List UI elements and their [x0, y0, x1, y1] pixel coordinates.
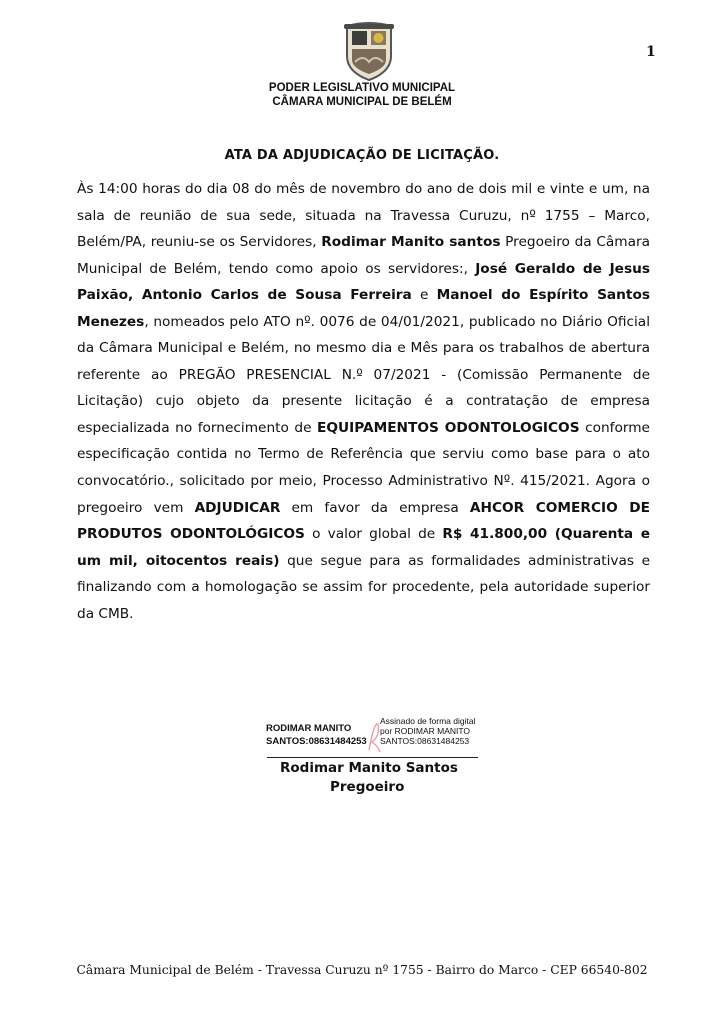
document-title: ATA DA ADJUDICAÇÃO DE LICITAÇÃO. — [224, 148, 500, 163]
signature-right-line-3: SANTOS:08631484253 — [380, 736, 470, 746]
signer-role: Pregoeiro — [330, 779, 405, 795]
signature-left — [266, 722, 367, 748]
signature-right — [380, 716, 475, 746]
institution-header — [0, 81, 724, 109]
body-text-8: que segue para as formalidades administrativas e finalizando com a homologação se assim for procedente, pela autoridade superior da CMB. — [77, 552, 650, 622]
signer-name: Rodimar Manito Santos — [280, 760, 458, 776]
coat-of-arms-icon — [341, 22, 397, 82]
body-bold-1: Rodimar Manito santos — [321, 234, 501, 251]
body-bold-5: ADJUDICAR — [194, 499, 281, 516]
signature-left-line-2: SANTOS:08631484253 — [266, 736, 367, 747]
signature-right-line-2: por RODIMAR MANITO — [380, 726, 471, 736]
body-bold-3: Manoel do Espírito Santos Menezes — [77, 287, 650, 330]
body-text-3: e — [411, 287, 437, 304]
signature-left-line-1: RODIMAR MANITO — [266, 723, 352, 734]
page-footer: Câmara Municipal de Belém - Travessa Curuzu nº 1755 - Bairro do Marco - CEP 66540-802 — [76, 963, 648, 977]
body-bold-7: R$ 41.800,00 (Quarenta e um mil, oitocentos reais) — [77, 526, 651, 569]
body-text-4: , nomeados pelo ATO nº. 0076 de 04/01/2021, publicado no Diário Oficial da Câmara Municipal e Belém, no mesmo dia e Mês para os trabalhos de abertura referente ao PREGÃO PRESENCIAL N.º 07/2021 - (Comissão Permanente de Licitação) cujo objeto da presente licitação é a contratação de empresa especializada no fornecimento de — [77, 313, 650, 436]
body-text-7: o valor global de — [304, 526, 443, 543]
digital-signature-stamp — [266, 716, 526, 754]
body-text-5: conforme especificação contida no Termo de Referência que serviu como base para o ato convocatório., solicitado por meio, Processo Administrativo Nº. 415/2021. Agora o pregoeiro vem — [77, 419, 650, 516]
body-text-1: Às 14:00 horas do dia 08 do mês de novembro do ano de dois mil e vinte e um, na sala de reunião de sua sede, situada na Travessa Curuzu, nº 1755 – Marco, Belém/PA, reuniu-se os Servidores, — [77, 181, 650, 251]
body-bold-4: EQUIPAMENTOS ODONTOLOGICOS — [317, 419, 580, 436]
header-line-1: PODER LEGISLATIVO MUNICIPAL — [268, 82, 456, 94]
signature-right-line-1: Assinado de forma digital — [380, 716, 476, 726]
header-line-2: CÂMARA MUNICIPAL DE BELÉM — [272, 96, 452, 108]
body-paragraph — [77, 176, 650, 627]
body-text-2: Pregoeiro da Câmara Municipal de Belém, tendo como apoio os servidores:, — [77, 234, 650, 277]
body-bold-6: AHCOR COMERCIO DE PRODUTOS ODONTOLÓGICOS — [77, 499, 650, 543]
body-text-6: em favor da empresa — [280, 499, 470, 516]
body-bold-2: José Geraldo de Jesus Paixão, Antonio Carlos de Sousa Ferreira — [77, 260, 650, 304]
page-number: 1 — [646, 44, 656, 60]
